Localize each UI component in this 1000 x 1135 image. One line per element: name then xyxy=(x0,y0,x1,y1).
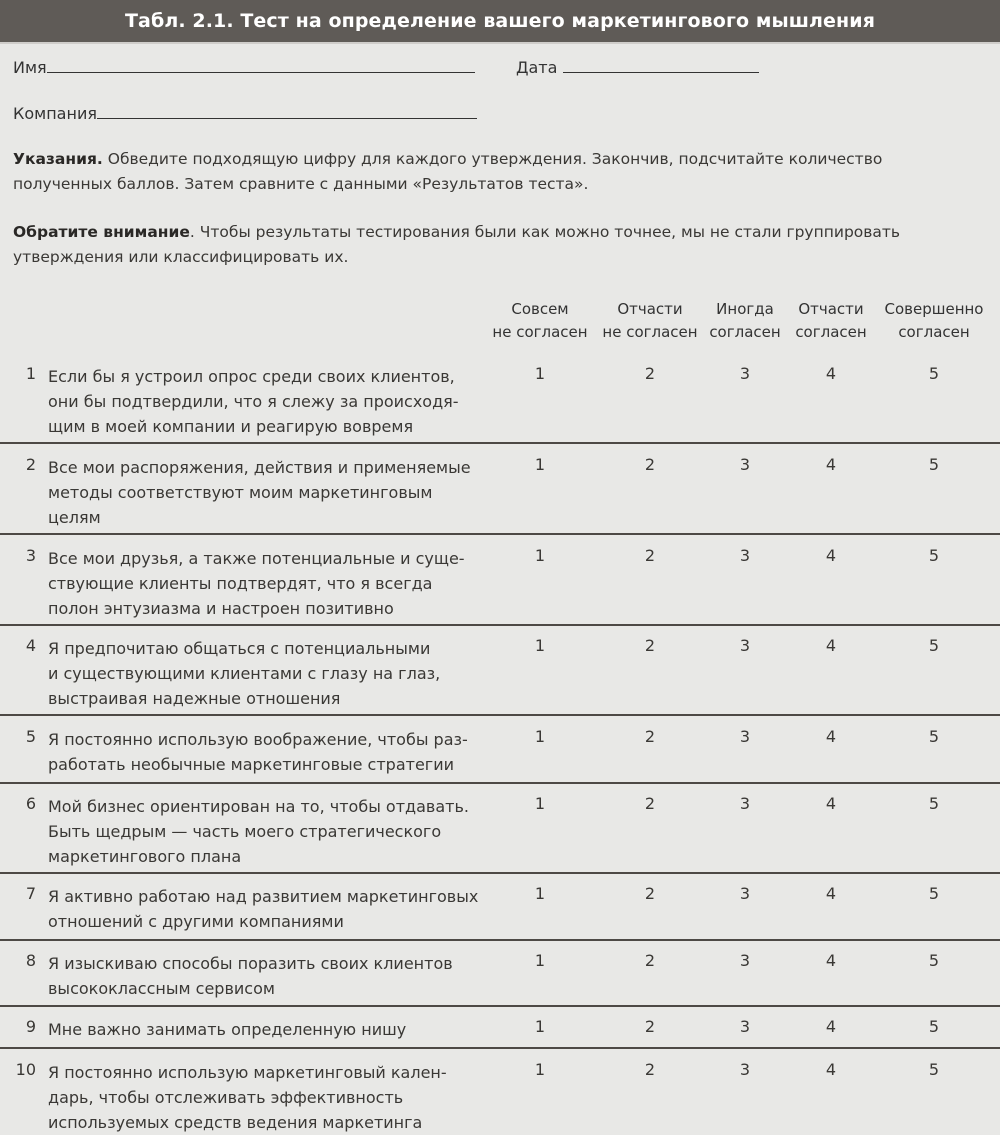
statement-line: Мне важно занимать определенную нишу xyxy=(48,1020,407,1039)
score-option[interactable]: 4 xyxy=(825,1017,837,1036)
score-option[interactable]: 3 xyxy=(739,546,751,565)
statement-line: работать необычные маркетинговые стратегии xyxy=(48,755,454,774)
score-option[interactable]: 2 xyxy=(644,794,656,813)
statement-text xyxy=(48,884,488,934)
statement-text xyxy=(48,951,488,1001)
score-option[interactable]: 1 xyxy=(534,1060,546,1079)
score-option[interactable]: 3 xyxy=(739,794,751,813)
score-option[interactable]: 3 xyxy=(739,727,751,746)
score-option[interactable]: 4 xyxy=(825,884,837,903)
row-divider xyxy=(0,533,1000,535)
score-option[interactable]: 2 xyxy=(644,884,656,903)
statement-text xyxy=(48,364,488,439)
row-number: 7 xyxy=(25,884,36,903)
statement-line: методы соответствуют моим маркетинговым xyxy=(48,483,433,502)
score-option[interactable]: 3 xyxy=(739,884,751,903)
score-option[interactable]: 1 xyxy=(534,951,546,970)
column-header xyxy=(771,298,891,344)
statement-line: высококлассным сервисом xyxy=(48,979,275,998)
score-option[interactable]: 3 xyxy=(739,455,751,474)
column-header-line1: Иногда xyxy=(716,300,774,318)
statement-text xyxy=(48,455,488,530)
score-option[interactable]: 3 xyxy=(739,1060,751,1079)
score-option[interactable]: 5 xyxy=(928,884,940,903)
score-option[interactable]: 4 xyxy=(825,636,837,655)
score-option[interactable]: 5 xyxy=(928,951,940,970)
column-header xyxy=(480,298,600,344)
statement-line: используемых средств ведения маркетинга xyxy=(48,1113,423,1132)
column-header-line1: Отчасти xyxy=(617,300,683,318)
instructions-text: Обведите подходящую цифру для каждого утверждения. Закончив, подсчитайте количество полученных баллов. Затем сравните с данными «Результатов теста». xyxy=(13,150,883,193)
score-option[interactable]: 1 xyxy=(534,455,546,474)
score-option[interactable]: 5 xyxy=(928,1017,940,1036)
row-number: 9 xyxy=(25,1017,36,1036)
row-divider xyxy=(0,782,1000,784)
company-input-line[interactable] xyxy=(97,102,477,119)
statement-line: Я предпочитаю общаться с потенциальными xyxy=(48,639,431,658)
row-number: 10 xyxy=(15,1060,36,1079)
date-input-line[interactable] xyxy=(563,56,759,73)
company-label: Компания xyxy=(13,104,97,123)
instructions xyxy=(13,147,973,197)
statement-line: выстраивая надежные отношения xyxy=(48,689,341,708)
score-option[interactable]: 5 xyxy=(928,546,940,565)
column-header-line1: Совершенно xyxy=(884,300,984,318)
company-field[interactable] xyxy=(13,102,477,123)
score-option[interactable]: 1 xyxy=(534,794,546,813)
row-number: 4 xyxy=(25,636,36,655)
statement-text xyxy=(48,727,488,777)
row-number: 1 xyxy=(25,364,36,383)
score-option[interactable]: 4 xyxy=(825,364,837,383)
score-option[interactable]: 3 xyxy=(739,364,751,383)
statement-line: щим в моей компании и реагирую вовремя xyxy=(48,417,414,436)
score-option[interactable]: 3 xyxy=(739,1017,751,1036)
score-option[interactable]: 1 xyxy=(534,727,546,746)
statement-line: Все мои распоряжения, действия и применяемые xyxy=(48,458,471,477)
score-option[interactable]: 1 xyxy=(534,364,546,383)
column-header-line2: не согласен xyxy=(492,323,588,341)
row-number: 5 xyxy=(25,727,36,746)
column-header-line2: согласен xyxy=(898,323,970,341)
column-header xyxy=(874,298,994,344)
column-header-line2: согласен xyxy=(795,323,867,341)
statement-line: они бы подтвердили, что я слежу за происходя- xyxy=(48,392,459,411)
row-number: 2 xyxy=(25,455,36,474)
note-text: . Чтобы результаты тестирования были как можно точнее, мы не стали группировать утверждения или классифицировать их. xyxy=(13,223,901,266)
score-option[interactable]: 2 xyxy=(644,951,656,970)
row-divider xyxy=(0,872,1000,874)
score-option[interactable]: 2 xyxy=(644,636,656,655)
row-divider xyxy=(0,714,1000,716)
statement-text xyxy=(48,636,488,711)
statement-line: маркетингового плана xyxy=(48,847,242,866)
statement-line: дарь, чтобы отслеживать эффективность xyxy=(48,1088,404,1107)
column-header-line2: не согласен xyxy=(602,323,698,341)
name-label: Имя xyxy=(13,58,47,77)
score-option[interactable]: 4 xyxy=(825,455,837,474)
score-option[interactable]: 2 xyxy=(644,727,656,746)
statement-line: целям xyxy=(48,508,101,527)
statement-line: Если бы я устроил опрос среди своих клиентов, xyxy=(48,367,455,386)
row-divider xyxy=(0,1005,1000,1007)
score-option[interactable]: 4 xyxy=(825,951,837,970)
name-input-line[interactable] xyxy=(47,56,475,73)
score-option[interactable]: 2 xyxy=(644,364,656,383)
statement-text xyxy=(48,1060,488,1135)
column-header-line1: Совсем xyxy=(511,300,569,318)
score-option[interactable]: 2 xyxy=(644,455,656,474)
statement-line: Быть щедрым — часть моего стратегического xyxy=(48,822,442,841)
statement-text xyxy=(48,546,488,621)
score-option[interactable]: 2 xyxy=(644,546,656,565)
score-option[interactable]: 1 xyxy=(534,636,546,655)
row-divider xyxy=(0,1047,1000,1049)
date-field[interactable] xyxy=(516,56,759,77)
statement-line: и существующими клиентами с глазу на глаз, xyxy=(48,664,441,683)
statement-text xyxy=(48,794,488,869)
note-heading: Обратите внимание xyxy=(13,223,190,241)
statement-line: Мой бизнес ориентирован на то, чтобы отдавать. xyxy=(48,797,469,816)
instructions-heading: Указания. xyxy=(13,150,103,168)
statement-line: Я постоянно использую маркетинговый кален- xyxy=(48,1063,447,1082)
score-option[interactable]: 4 xyxy=(825,727,837,746)
note xyxy=(13,220,973,270)
score-option[interactable]: 3 xyxy=(739,636,751,655)
table-title: Табл. 2.1. Тест на определение вашего маркетингового мышления xyxy=(0,0,1000,44)
column-header-line2: согласен xyxy=(709,323,781,341)
score-option[interactable]: 4 xyxy=(825,794,837,813)
score-option[interactable]: 4 xyxy=(825,546,837,565)
row-number: 6 xyxy=(25,794,36,813)
score-option[interactable]: 5 xyxy=(928,364,940,383)
score-option[interactable]: 5 xyxy=(928,794,940,813)
column-header-line1: Отчасти xyxy=(798,300,864,318)
statement-line: Я постоянно использую воображение, чтобы раз- xyxy=(48,730,468,749)
score-option[interactable]: 1 xyxy=(534,546,546,565)
statement-line: ствующие клиенты подтвердят, что я всегда xyxy=(48,574,433,593)
date-label: Дата xyxy=(516,58,558,77)
statement-line: полон энтузиазма и настроен позитивно xyxy=(48,599,394,618)
score-option[interactable]: 5 xyxy=(928,727,940,746)
statement-line: отношений с другими компаниями xyxy=(48,912,344,931)
row-number: 8 xyxy=(25,951,36,970)
row-divider xyxy=(0,624,1000,626)
statement-line: Я изыскиваю способы поразить своих клиентов xyxy=(48,954,453,973)
statement-text xyxy=(48,1017,488,1042)
score-option[interactable]: 1 xyxy=(534,884,546,903)
score-option[interactable]: 1 xyxy=(534,1017,546,1036)
row-divider xyxy=(0,442,1000,444)
row-number: 3 xyxy=(25,546,36,565)
statement-line: Я активно работаю над развитием маркетинговых xyxy=(48,887,479,906)
score-option[interactable]: 5 xyxy=(928,455,940,474)
score-option[interactable]: 4 xyxy=(825,1060,837,1079)
score-option[interactable]: 3 xyxy=(739,951,751,970)
score-option[interactable]: 2 xyxy=(644,1060,656,1079)
row-divider xyxy=(0,939,1000,941)
score-option[interactable]: 5 xyxy=(928,636,940,655)
name-field[interactable] xyxy=(13,56,475,77)
score-option[interactable]: 2 xyxy=(644,1017,656,1036)
score-option[interactable]: 5 xyxy=(928,1060,940,1079)
statement-line: Все мои друзья, а также потенциальные и суще- xyxy=(48,549,465,568)
